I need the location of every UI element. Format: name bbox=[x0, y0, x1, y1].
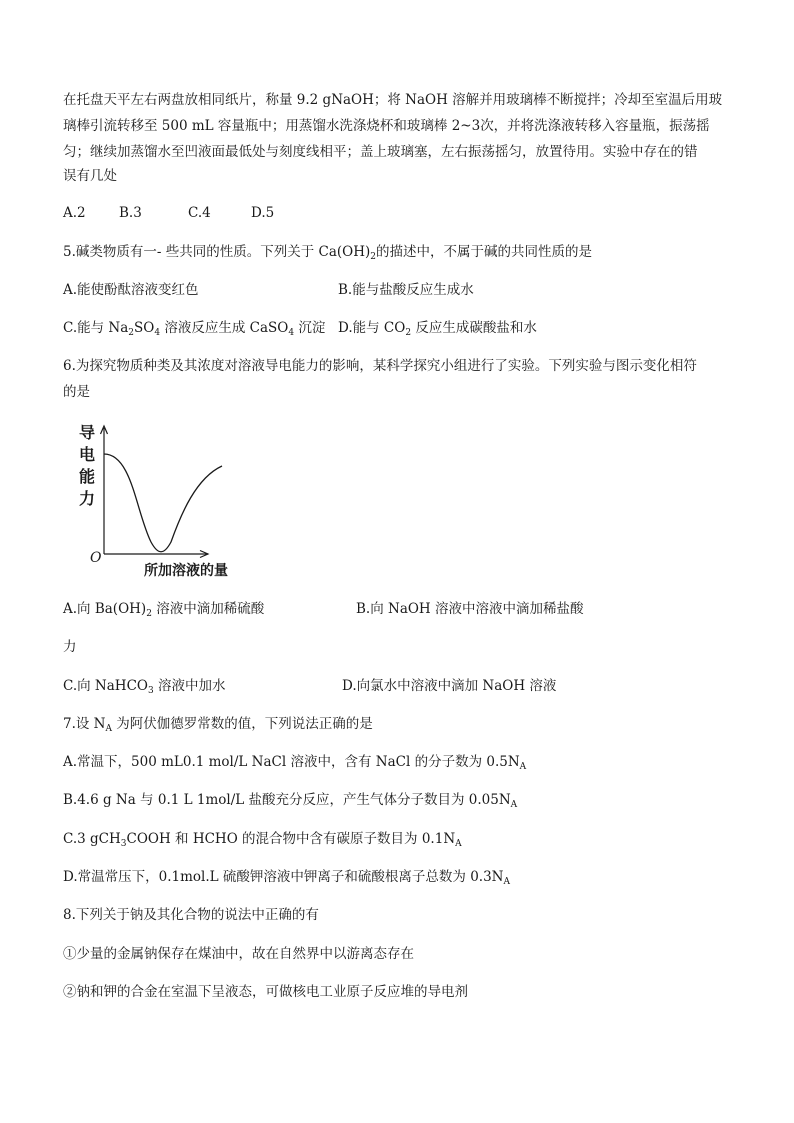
q7-option-b: B.4.6 g Na 与 0.1 L 1mol/L 盐酸充分反应，产生气体分子数目为 $0.05N_A$ bbox=[63, 792, 518, 810]
graph-ylabel-char: 电 bbox=[79, 445, 96, 464]
q8-item-2: ②钠和钾的合金在室温下呈液态，可做核电工业原子反应堆的导电剂 bbox=[63, 984, 468, 1000]
q4-option-b: B.3 bbox=[119, 205, 142, 221]
q7-option-d: D.常温常压下，0.1mol.L 硫酸钾溶液中钾离子和硫酸根离子总数为 $0.3N_A$ bbox=[63, 869, 510, 887]
q4-text-line-3: 匀；继续加蒸馏水至凹液面最低处与刻度线相平；盖上玻璃塞，左右振荡摇匀，放置待用。实验中存在的错 bbox=[63, 144, 698, 160]
q7-stem: 7.设 $N_A$ 为阿伏伽德罗常数的值，下列说法正确的是 bbox=[63, 716, 373, 734]
graph-ylabel-char: 力 bbox=[79, 489, 96, 508]
q8-stem: 8.下列关于钠及其化合物的说法中正确的有 bbox=[63, 907, 319, 923]
q5-option-b: B.能与盐酸反应生成水 bbox=[338, 282, 474, 298]
q4-option-c: C.4 bbox=[188, 205, 211, 221]
q6-option-a: A.向 $Ba(OH)_2$ 溶液中滴加稀硫酸 bbox=[63, 601, 265, 619]
q4-text-line-1: 在托盘天平左右两盘放相同纸片，称量 9.2 gNaOH；将 NaOH 溶解并用玻璃棒不断搅拌；冷却至室温后用玻 bbox=[63, 92, 723, 108]
q4-option-a: A.2 bbox=[63, 205, 86, 221]
q5-option-a: A.能使酚酞溶液变红色 bbox=[63, 282, 199, 298]
q5-option-d: D.能与 $CO_2$ 反应生成碳酸盐和水 bbox=[338, 320, 537, 338]
graph-xlabel: 所加溶液的量 bbox=[144, 563, 228, 579]
q8-item-1: ①少量的金属钠保存在煤油中，故在自然界中以游离态存在 bbox=[63, 946, 414, 962]
q4-text-line-4: 误有几处 bbox=[63, 168, 117, 184]
q4-option-d: D.5 bbox=[251, 205, 275, 221]
q6-option-c: C.向 NaHCO$_3$ 溶液中加水 bbox=[63, 678, 226, 696]
q6-stray-char: 力 bbox=[63, 639, 77, 655]
q6-option-b: B.向 NaOH 溶液中溶液中滴加稀盐酸 bbox=[356, 601, 584, 617]
graph-ylabel-char: 导 bbox=[79, 423, 96, 442]
conductivity-graph bbox=[74, 418, 264, 586]
graph-origin-label: O bbox=[90, 550, 102, 566]
q5-option-c: C.能与 $Na_2SO_4$ 溶液反应生成 CaSO$_4$ 沉淀 bbox=[63, 320, 326, 338]
graph-ylabel-char: 能 bbox=[79, 467, 96, 486]
q4-text-line-2: 璃棒引流转移至 500 mL 容量瓶中；用蒸馏水洗涤烧杯和玻璃棒 2~3次，并将洗涤液转移入容量瓶，振荡摇 bbox=[63, 118, 710, 134]
q7-option-a: A.常温下，500 mL0.1 mol/L NaCl 溶液中，含有 NaCl 的分子数为 $0.5N_A$ bbox=[63, 754, 527, 772]
graph-curve bbox=[104, 454, 222, 552]
q7-option-c: C.3 gCH$_3$COOH 和 HCHO 的混合物中含有碳原子数目为 $0.1N_A$ bbox=[63, 831, 462, 849]
q6-option-d: D.向氯水中溶液中滴加 NaOH 溶液 bbox=[342, 678, 557, 694]
q6-stem-line-1: 6.为探究物质种类及其浓度对溶液导电能力的影响，某科学探究小组进行了实验。下列实验与图示变化相符 bbox=[63, 358, 697, 374]
q6-stem-line-2: 的是 bbox=[63, 384, 90, 400]
q5-stem: 5.碱类物质有一- 些共同的性质。下列关于 $Ca(OH)_2$的描述中，不属于碱的共同性质的是 bbox=[63, 244, 593, 262]
